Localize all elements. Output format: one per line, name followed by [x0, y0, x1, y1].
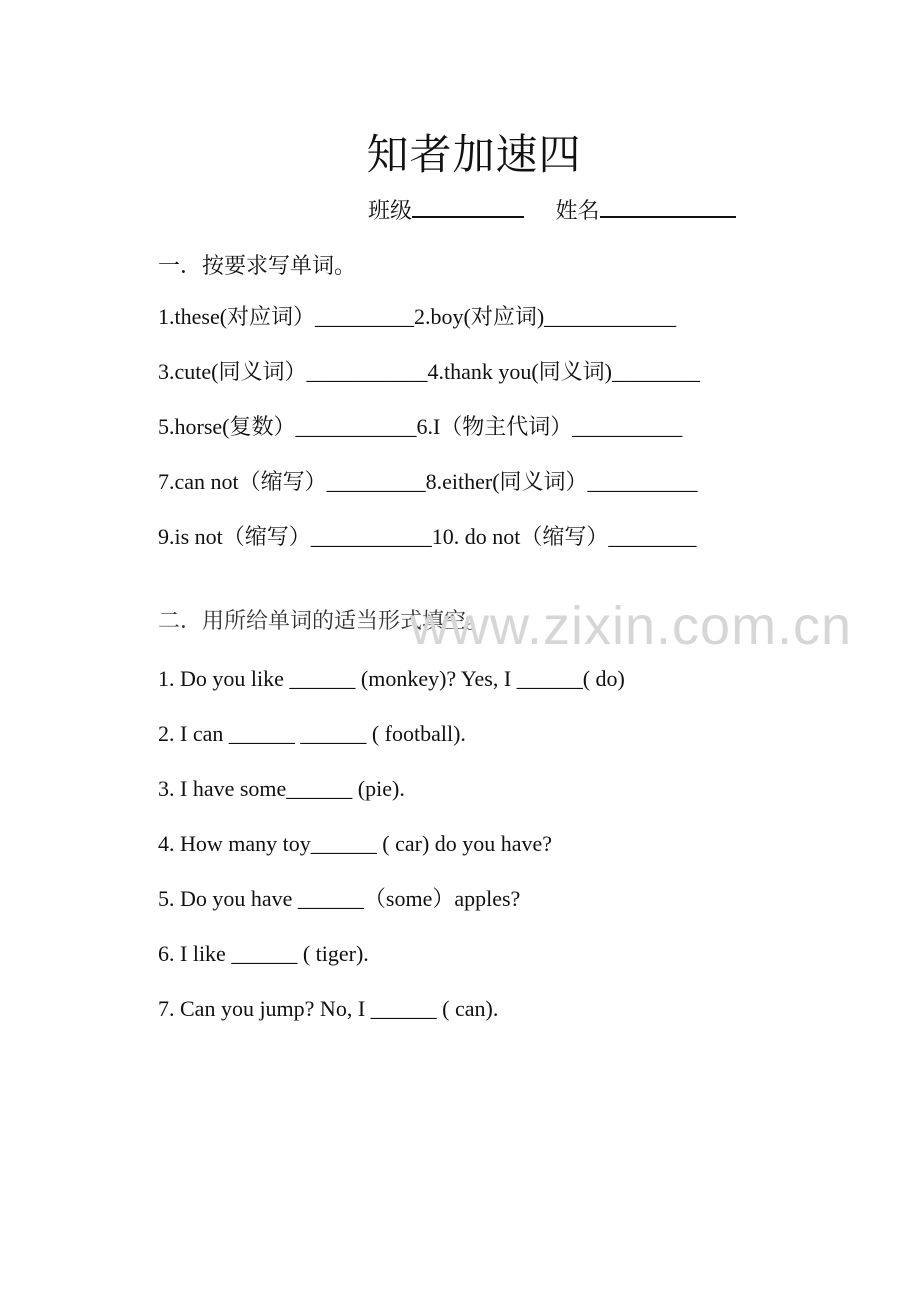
section-2-row-4: 4. How many toy______ ( car) do you have? — [158, 831, 553, 856]
page-title: 知者加速四 — [366, 133, 582, 179]
section-2-row-1: 1. Do you like ______ (monkey)? Yes, I ______( do) — [158, 666, 625, 691]
section-2-row-3: 3. I have some______ (pie). — [158, 776, 405, 801]
section-2-row-7: 7. Can you jump? No, I ______ ( can). — [158, 996, 499, 1021]
section-2-heading: 二．用所给单词的适当形式填空。 — [158, 608, 489, 633]
student-info — [368, 194, 736, 227]
section-2-row-6: 6. I like ______ ( tiger). — [158, 941, 369, 966]
class-label: 班级 — [368, 198, 413, 223]
class-blank — [412, 194, 524, 218]
name-blank — [600, 194, 736, 218]
section-1-row-2: 3.cute(同义词）___________4.thank you(同义词)________ — [158, 359, 700, 384]
name-label: 姓名 — [555, 198, 600, 223]
section-1-heading: 一．按要求写单词。 — [158, 253, 357, 278]
section-1-row-5: 9.is not（缩写）___________10. do not（缩写）________ — [158, 524, 697, 549]
section-2-row-2: 2. I can ______ ______ ( football). — [158, 721, 466, 746]
watermark: www.zixin.com.cn — [410, 596, 853, 656]
section-1-row-4: 7.can not（缩写）_________8.either(同义词）__________ — [158, 469, 698, 494]
section-2-row-5: 5. Do you have ______（some）apples? — [158, 886, 521, 911]
section-1-row-3: 5.horse(复数）___________6.I（物主代词）__________ — [158, 414, 683, 439]
section-1-row-1: 1.these(对应词）_________2.boy(对应词)____________ — [158, 304, 677, 329]
